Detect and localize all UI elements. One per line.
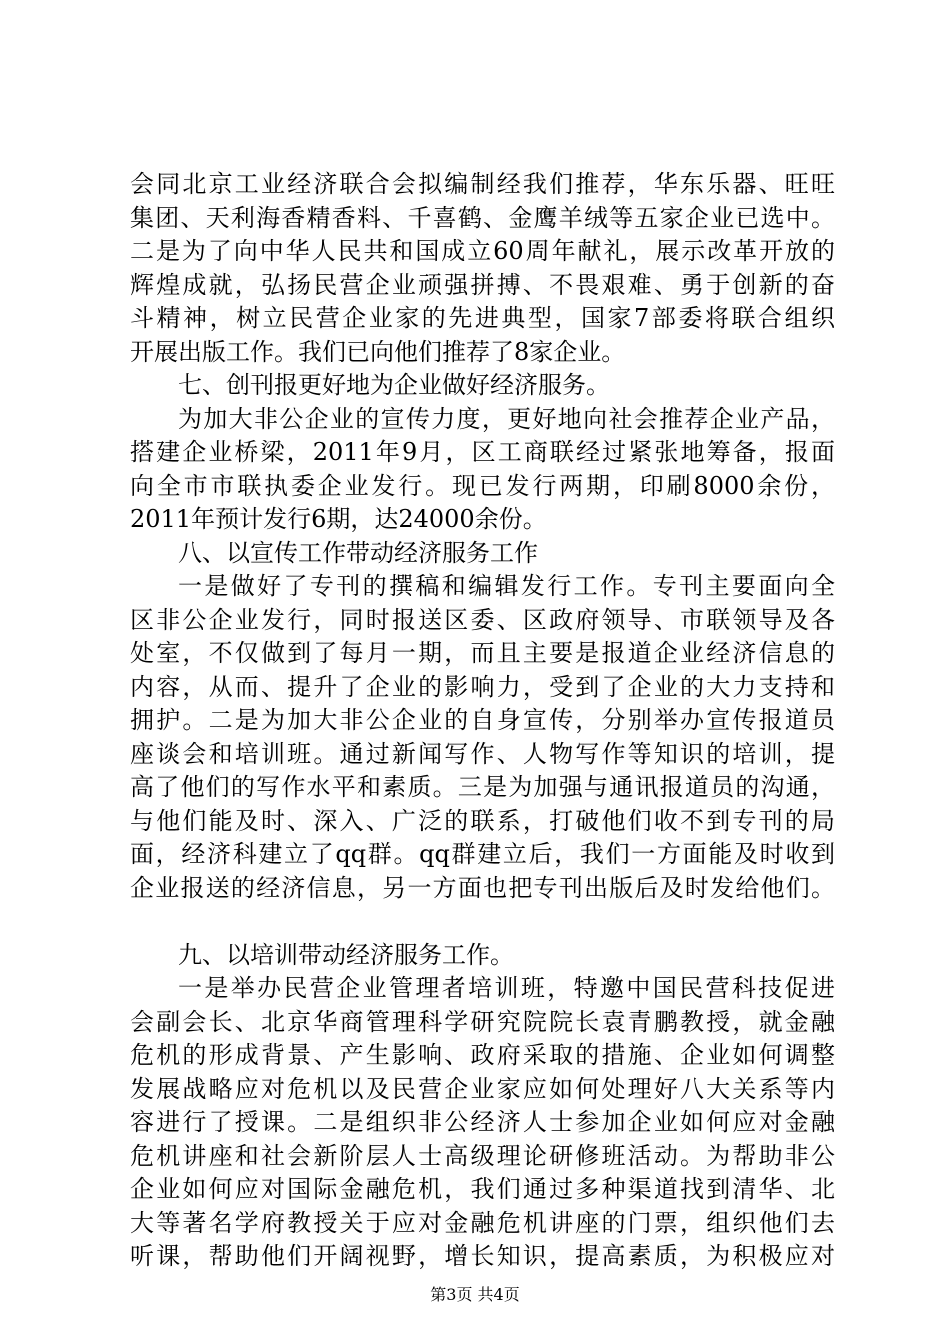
text-line: 企业如何应对国际金融危机，我们通过多种渠道找到清华、北 bbox=[130, 1175, 835, 1203]
text-line: 大等著名学府教授关于应对金融危机讲座的门票，组织他们去 bbox=[130, 1208, 835, 1237]
text-line: 向全市市联执委企业发行。现已发行两期，印刷8000余份， bbox=[130, 471, 835, 500]
text-line: 2011年预计发行6期，达24000余份。 bbox=[130, 505, 547, 533]
paragraph bbox=[130, 168, 835, 369]
section-heading bbox=[130, 537, 835, 571]
text-line: 集团、天利海香精香料、千喜鹤、金鹰羊绒等五家企业已选中。 bbox=[130, 203, 835, 232]
text-line: 高了他们的写作水平和素质。三是为加强与通讯报道员的沟通， bbox=[130, 773, 835, 801]
text-line: 与他们能及时、深入、广泛的联系，打破他们收不到专刊的局 bbox=[130, 806, 835, 835]
text-line: 危机讲座和社会新阶层人士高级理论研修班活动。为帮助非公 bbox=[130, 1141, 835, 1170]
text-line: 区非公企业发行，同时报送区委、区政府领导、市联领导及各 bbox=[130, 605, 835, 634]
section-heading-text: 七、创刊报更好地为企业做好经济服务。 bbox=[178, 371, 610, 399]
text-line: 企业报送的经济信息，另一方面也把专刊出版后及时发给他们。 bbox=[130, 873, 835, 902]
paragraph bbox=[130, 972, 835, 1274]
section-heading bbox=[130, 369, 835, 403]
blank-line bbox=[130, 905, 835, 939]
text-line: 一是做好了专刊的撰稿和编辑发行工作。专刊主要面向全 bbox=[178, 572, 835, 600]
text-line: 座谈会和培训班。通过新闻写作、人物写作等知识的培训，提 bbox=[130, 739, 835, 768]
text-line: 拥护。二是为加大非公企业的自身宣传，分别举办宣传报道员 bbox=[130, 706, 835, 734]
text-line: 容进行了授课。二是组织非公经济人士参加企业如何应对金融 bbox=[130, 1108, 835, 1136]
text-line: 处室，不仅做到了每月一期，而且主要是报道企业经济信息的 bbox=[130, 639, 835, 667]
text-line: 一是举办民营企业管理者培训班，特邀中国民营科技促进 bbox=[178, 974, 835, 1002]
page-number-label: 第3页 共4页 bbox=[430, 1285, 520, 1304]
document-body bbox=[130, 168, 835, 1274]
text-line: 发展战略应对危机以及民营企业家应如何处理好八大关系等内 bbox=[130, 1074, 835, 1103]
text-line: 会副会长、北京华商管理科学研究院院长袁青鹏教授，就金融 bbox=[130, 1007, 835, 1036]
text-line: 面，经济科建立了qq群。qq群建立后，我们一方面能及时收到 bbox=[130, 840, 835, 868]
text-line: 听课，帮助他们开阔视野，增长知识，提高素质，为积极应对 bbox=[130, 1242, 835, 1270]
text-line: 危机的形成背景、产生影响、政府采取的措施、企业如何调整 bbox=[130, 1041, 835, 1069]
text-line: 为加大非公企业的宣传力度，更好地向社会推荐企业产品， bbox=[178, 404, 835, 433]
text-line: 会同北京工业经济联合会拟编制经我们推荐，华东乐器、旺旺 bbox=[130, 170, 835, 198]
paragraph bbox=[130, 403, 835, 537]
page-footer bbox=[0, 1285, 950, 1305]
section-heading-text: 八、以宣传工作带动经济服务工作 bbox=[178, 538, 538, 567]
text-line: 斗精神，树立民营企业家的先进典型，国家7部委将联合组织 bbox=[130, 304, 835, 332]
text-line: 内容，从而、提升了企业的影响力，受到了企业的大力支持和 bbox=[130, 672, 835, 701]
text-line: 搭建企业桥梁，2011年9月，区工商联经过紧张地筹备，报面 bbox=[130, 438, 835, 466]
text-line: 辉煌成就，弘扬民营企业顽强拼搏、不畏艰难、勇于创新的奋 bbox=[130, 270, 835, 299]
section-heading-text: 九、以培训带动经济服务工作。 bbox=[178, 940, 514, 969]
text-line: 开展出版工作。我们已向他们推荐了8家企业。 bbox=[130, 337, 626, 366]
text-line: 二是为了向中华人民共和国成立60周年献礼，展示改革开放的 bbox=[130, 237, 835, 265]
paragraph bbox=[130, 570, 835, 905]
section-heading bbox=[130, 939, 835, 973]
